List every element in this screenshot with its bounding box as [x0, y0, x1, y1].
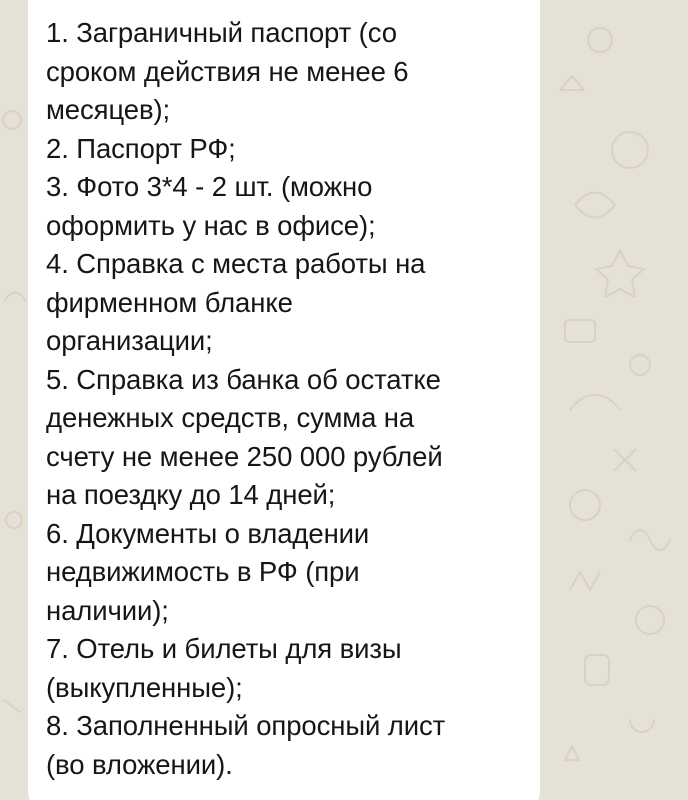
message-line: (выкупленные);: [46, 671, 243, 703]
message-line: недвижимость в РФ (при: [46, 556, 360, 587]
message-bubble[interactable]: [28, 0, 540, 800]
message-line: 2. Паспорт РФ;: [46, 132, 236, 164]
message-line: фирменном бланке: [46, 286, 293, 318]
message-line: 6. Документы о владении: [46, 517, 370, 549]
message-line: на поездку до 14 дней;: [46, 479, 336, 510]
message-line: сроком действия не менее 6: [46, 55, 409, 87]
message-line: месяцев);: [46, 94, 171, 125]
message-line: 3. Фото 3*4 - 2 шт. (можно: [46, 171, 373, 202]
message-line: 5. Справка из банка об остатке: [46, 363, 441, 395]
message-line: наличии);: [46, 594, 169, 626]
message-line: организации;: [46, 325, 213, 356]
message-line: 7. Отель и билеты для визы: [46, 633, 402, 664]
message-line: 4. Справка с места работы на: [46, 248, 426, 279]
message-line: оформить у нас в офисе);: [46, 209, 376, 241]
message-line: (во вложении).: [46, 748, 233, 780]
message-line: 1. Заграничный паспорт (со: [46, 17, 397, 48]
message-line: денежных средств, сумма на: [46, 402, 415, 433]
message-line: 8. Заполненный опросный лист: [46, 710, 446, 741]
message-line: счету не менее 250 000 рублей: [46, 440, 443, 472]
